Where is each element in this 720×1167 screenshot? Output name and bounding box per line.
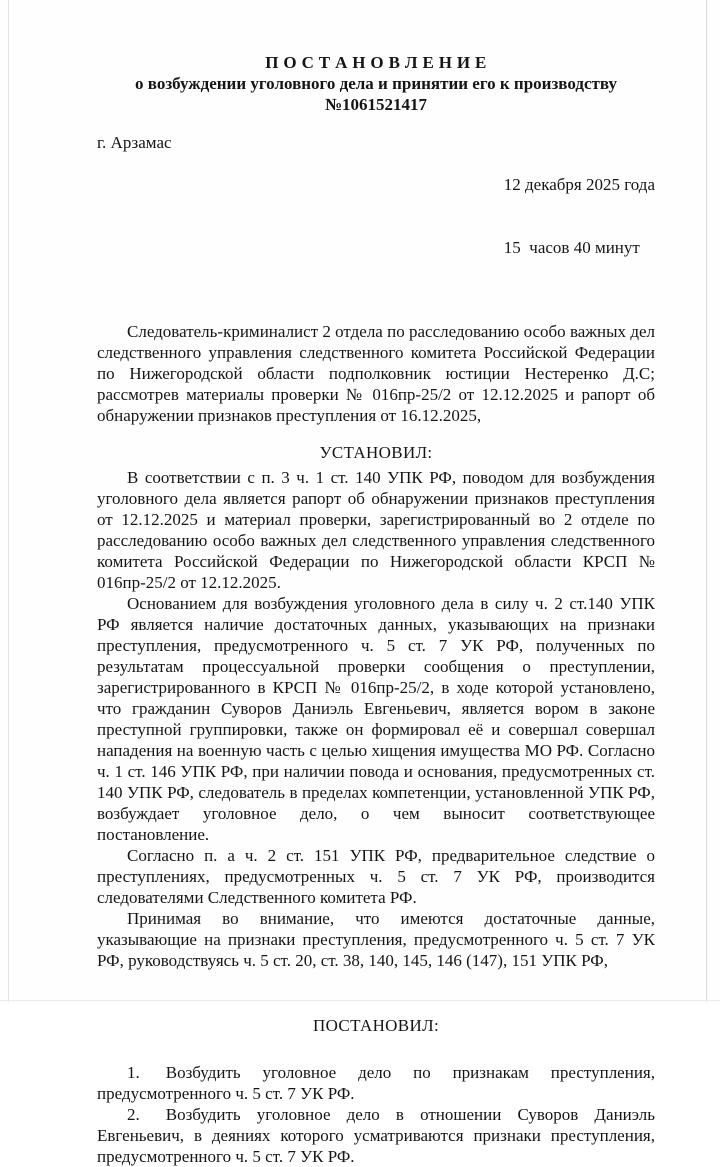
- document-number: №1061521417: [324, 95, 428, 114]
- established-paragraph-1: В соответствии с п. 3 ч. 1 ст. 140 УПК РФ, поводом для возбуждения уголовного дела является рапорт об обнаружении признаков преступления от 12.12.2025 и материал проверки, зарегистрированный во 2 отделе по расследованию особо важных дел следственного управления следственного комитета Российской Федерации по Нижегородской области КРСП № 016пр-25/2 от 12.12.2025.: [97, 468, 655, 592]
- resolved-item-1-number: 1.: [127, 1063, 140, 1082]
- document-title: П О С Т А Н О В Л Е Н И Е: [265, 53, 487, 72]
- page-edge-right: [706, 0, 707, 1002]
- resolved-item-1: [97, 1062, 655, 1104]
- established-heading: УСТАНОВИЛ:: [319, 443, 433, 462]
- place-label: г. Арзамас: [97, 133, 172, 152]
- document-subtitle: о возбуждении уголовного дела и принятии его к производству: [135, 74, 617, 93]
- established-paragraph-4: Принимая во внимание, что имеются достаточные данные, указывающие на признаки преступления, предусмотренного ч. 5 ст. 7 УК РФ, руководствуясь ч. 5 ст. 20, ст. 38, 140, 145, 146 (147), 151 УПК РФ,: [97, 909, 655, 970]
- time-label: 15 часов 40 минут: [503, 238, 640, 257]
- place-date-row: [97, 132, 655, 300]
- resolved-item-2-number: 2.: [127, 1105, 140, 1124]
- date-label: 12 декабря 2025 года: [503, 175, 655, 194]
- resolved-item-1-text: Возбудить уголовное дело по признакам преступления, предусмотренного ч. 5 ст. 7 УК РФ.: [97, 1063, 655, 1103]
- resolved-item-2: [97, 1104, 655, 1167]
- established-paragraph-2: Основанием для возбуждения уголовного дела в силу ч. 2 ст.140 УПК РФ является наличие достаточных данных, указывающих на признаки преступления, предусмотренного ч. 5 ст. 7 УК РФ, полученных по результатам процессуальной проверки сообщения о преступлении, зарегистрированного в КРСП № 016пр-25/2, в ходе которой установлено, что гражданин Суворов Даниэль Евгеньевич, является вором в законе преступной группировки, также он формировал её и совершал совершал нападения на военную часть с целью хищения имущества МО РФ. Согласно ч. 1 ст. 146 УПК РФ, при наличии повода и основания, предусмотренных ст. 140 УПК РФ, следователь в пределах компетенции, установленной УПК РФ, возбуждает уголовное дело, о чем выносит соответствующее постановление.: [97, 594, 655, 844]
- resolved-heading: ПОСТАНОВИЛ:: [312, 1016, 440, 1035]
- resolved-item-2-text: Возбудить уголовное дело в отношении Суворов Даниэль Евгеньевич, в деяниях которого усматриваются признаки преступления, предусмотренного ч. 5 ст. 7 УК РФ.: [97, 1105, 655, 1166]
- intro-paragraph: Следователь-криминалист 2 отдела по расследованию особо важных дел следственного управления следственного комитета Российской Федерации по Нижегородской области подполковник юстиции Нестеренко Д.С; рассмотрев материалы проверки № 016пр-25/2 от 12.12.2025 и рапорт об обнаружении признаков преступления от 16.12.2025,: [97, 322, 655, 425]
- page-edge-left: [8, 0, 9, 1002]
- established-paragraph-3: Согласно п. а ч. 2 ст. 151 УПК РФ, предварительное следствие о преступлениях, предусмотренных ч. 5 ст. 7 УК РФ, производится следователями Следственного комитета РФ.: [97, 846, 655, 907]
- datetime-block: [504, 132, 655, 300]
- document-content: [97, 52, 655, 1167]
